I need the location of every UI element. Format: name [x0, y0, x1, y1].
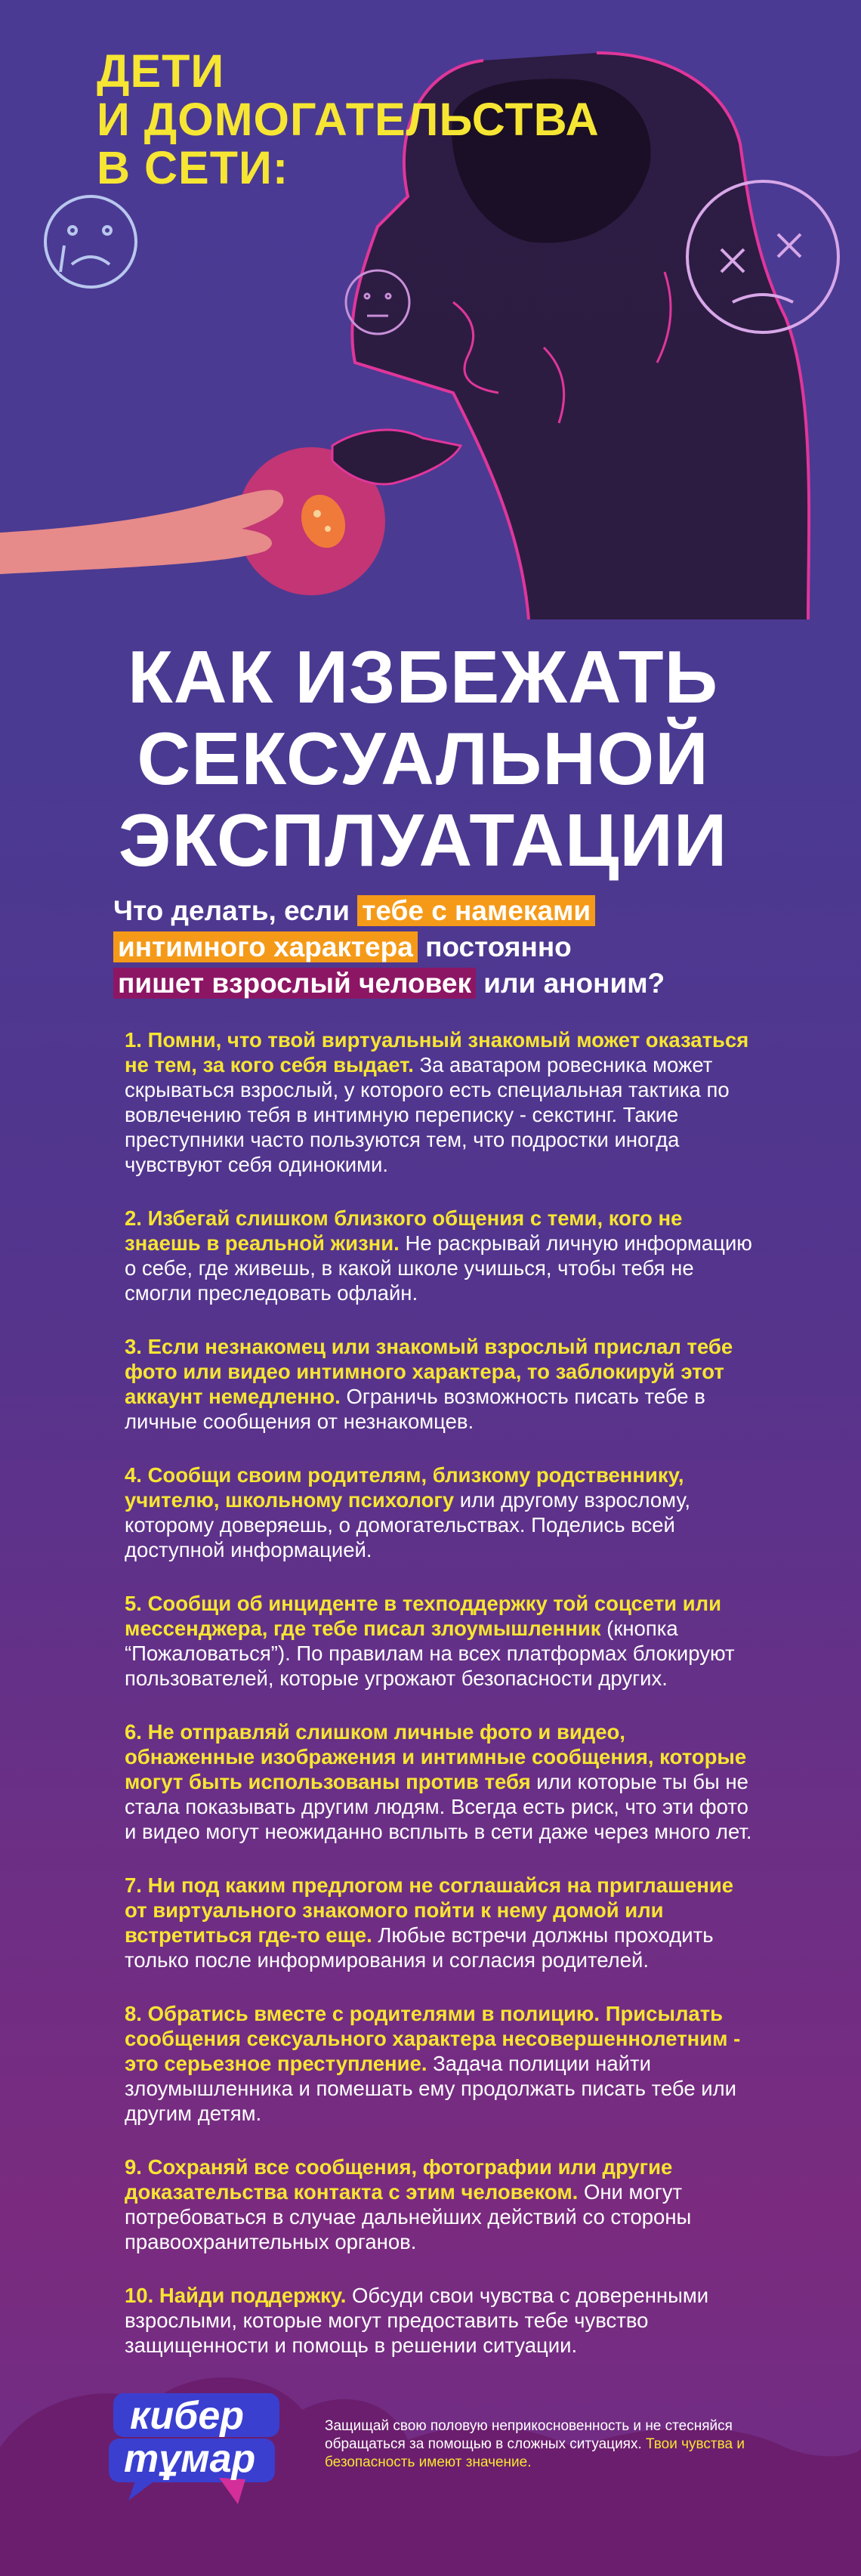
logo-line-1: кибер — [130, 2394, 244, 2438]
tip-lead: 5. Сообщи об инциденте в техподдержку той соцсети или мессенджера, где тебе писал злоумышленник — [125, 1592, 722, 1640]
footer-message — [325, 2417, 793, 2472]
tip-text: Они могут потребоваться в случае дальнейших действий со стороны правоохранительных органов. — [125, 2180, 692, 2253]
tip-text: Задача полиции найти злоумышленника и помешать ему продолжать писать тебе или другим детям. — [125, 2052, 737, 2125]
tip-item — [125, 1206, 755, 1305]
subtitle-part-1: Что делать, если — [113, 895, 358, 926]
tip-text: Любые встречи должны проходить только после информирования и согласия родителей. — [125, 1923, 714, 1972]
tip-lead: 1. Помни, что твой виртуальный знакомый может оказаться не тем, за кого себя выдает. — [125, 1028, 749, 1076]
tip-item — [125, 2154, 755, 2254]
tip-lead: 3. Если незнакомец или знакомый взрослый прислал тебе фото или видео интимного характера, то заблокируй этот аккаунт немедленно. — [125, 1335, 733, 1408]
tip-lead: 6. Не отправляй слишком личные фото и видео, обнаженные изображения и интимные сообщения, которые могут быть использованы против тебя — [125, 1720, 747, 1793]
tip-lead: 10. Найди поддержку. — [125, 2284, 347, 2307]
main-title: КАК ИЗБЕЖАТЬ СЕКСУАЛЬНОЙ ЭКСПЛУАТАЦИИ — [118, 635, 728, 882]
subtitle-part-2: постоянно — [417, 931, 572, 962]
tip-lead: 7. Ни под каким предлогом не соглашайся на приглашение от виртуального знакомого пойти к нему домой или встретиться где-то еще. — [125, 1873, 734, 1947]
tip-text: Не раскрывай личную информацию о себе, где живешь, в какой школе учишься, чтобы тебя не смогли преследовать офлайн. — [125, 1231, 752, 1305]
tip-text: Обсуди свои чувства с доверенными взрослыми, которые могут предоставить тебе чувство защищенности и помощь в решении ситуации. — [125, 2284, 709, 2357]
subtitle — [113, 893, 778, 1002]
subtitle-part-3: или аноним? — [476, 968, 665, 999]
tip-text: Ограничь возможность писать тебе в личные сообщения от незнакомцев. — [125, 1385, 705, 1433]
tip-item — [125, 1719, 755, 1844]
tip-lead: 2. Избегай слишком близкого общения с теми, кого не знаешь в реальной жизни. — [125, 1206, 683, 1255]
tip-item — [125, 1873, 755, 1972]
tip-item — [125, 1027, 755, 1177]
tip-lead: 4. Сообщи своим родителям, близкому родственнику, учителю, школьному психологу — [125, 1463, 684, 1512]
sad-face-doodle — [45, 196, 136, 287]
villain-hand — [332, 430, 461, 484]
tip-text: или которые ты бы не стала показывать другим людям. Всегда есть риск, что эти фото и видео могут неожиданно всплыть в сети даже через много лет. — [125, 1770, 752, 1843]
tip-text: За аватаром ровесника может скрываться взрослый, у которого есть специальная тактика по вовлечению тебя в интимную переписку - секстинг. Такие преступники часто пользуются тем, что подростки иногда чувствуют себя одинокими. — [125, 1053, 730, 1176]
tip-item — [125, 1463, 755, 1562]
tips-list — [125, 1027, 755, 2386]
tip-item — [125, 2001, 755, 2126]
top-title: ДЕТИ И ДОМОГАТЕЛЬСТВА В СЕТИ: — [97, 45, 600, 193]
subtitle-highlight-1: тебе с намеками — [357, 895, 595, 926]
footer-text: Защищай свою половую неприкосновенность и не стесняйся обращаться за помощью в сложных ситуациях. — [325, 2418, 733, 2452]
footer-accent-text: Твои чувства и безопасность имеют значение. — [325, 2436, 745, 2470]
tip-lead: 8. Обратись вместе с родителями в полицию. Присылать сообщения сексуального характера несовершеннолетним - это серьезное преступление. — [125, 2002, 741, 2075]
child-hand — [0, 490, 283, 574]
tip-text: (кнопка “Пожаловаться”). По правилам на всех платформах блокируют пользователей, которые угрожают безопасности других. — [125, 1617, 735, 1690]
tip-item — [125, 1591, 755, 1691]
tip-lead: 9. Сохраняй все сообщения, фотографии или другие доказательства контакта с этим человеком. — [125, 2155, 673, 2204]
logo-line-2: тұмар — [124, 2437, 256, 2481]
tip-item — [125, 1334, 755, 1434]
subtitle-highlight-2: интимного характера — [113, 931, 418, 962]
tip-text: или другому взрослому, которому доверяешь, о домогательствах. Поделись всей доступной информацией. — [125, 1488, 691, 1561]
subtitle-highlight-3: пишет взрослый человек — [113, 968, 476, 999]
